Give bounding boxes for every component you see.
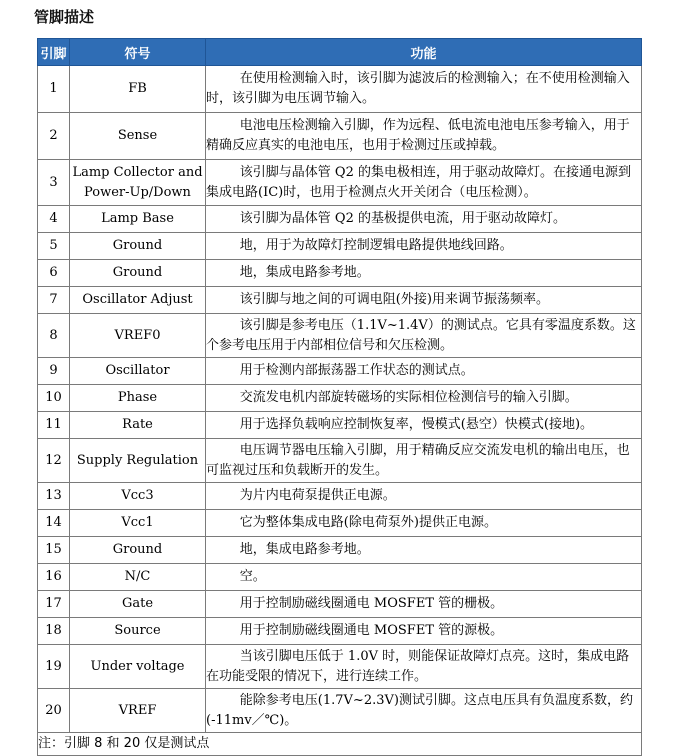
pin-symbol: Sense (70, 113, 206, 160)
table-row (38, 645, 642, 689)
pin-number: 3 (38, 160, 70, 206)
pin-number: 14 (38, 510, 70, 537)
pin-function: 地，用于为故障灯控制逻辑电路提供地线回路。 (206, 233, 642, 260)
pin-symbol: FB (70, 66, 206, 113)
table-row (38, 160, 642, 206)
pin-function: 用于控制励磁线圈通电 MOSFET 管的源极。 (206, 618, 642, 645)
pin-function: 该引脚与地之间的可调电阻(外接)用来调节振荡频率。 (206, 287, 642, 314)
table-row (38, 439, 642, 483)
pin-number: 13 (38, 483, 70, 510)
pin-function: 电压调节器电压输入引脚，用于精确反应交流发电机的输出电压，也可监视过压和负载断开的发生。 (206, 439, 642, 483)
pin-function: 地，集成电路参考地。 (206, 260, 642, 287)
pin-number: 18 (38, 618, 70, 645)
pin-number: 10 (38, 385, 70, 412)
pin-function: 空。 (206, 564, 642, 591)
pin-function: 当该引脚电压低于 1.0V 时，则能保证故障灯点亮。这时，集成电路在功能受限的情况下，进行连续工作。 (206, 645, 642, 689)
page-title: 管脚描述 (34, 8, 95, 26)
pin-symbol: Ground (70, 537, 206, 564)
pin-function: 该引脚为晶体管 Q2 的基极提供电流，用于驱动故障灯。 (206, 206, 642, 233)
table-row (38, 358, 642, 385)
table-row (38, 314, 642, 358)
pin-symbol: Oscillator (70, 358, 206, 385)
pin-function: 它为整体集成电路(除电荷泵外)提供正电源。 (206, 510, 642, 537)
pin-symbol: Vcc3 (70, 483, 206, 510)
table-row (38, 412, 642, 439)
pin-number: 6 (38, 260, 70, 287)
pin-symbol: Under voltage (70, 645, 206, 689)
table-row (38, 510, 642, 537)
pin-symbol: Vcc1 (70, 510, 206, 537)
pin-number: 8 (38, 314, 70, 358)
pin-number: 4 (38, 206, 70, 233)
pin-symbol: Lamp Collector and Power-Up/Down (70, 160, 206, 206)
table-row (38, 66, 642, 113)
pin-symbol: Source (70, 618, 206, 645)
pin-number: 2 (38, 113, 70, 160)
pin-number: 9 (38, 358, 70, 385)
pin-function: 该引脚与晶体管 Q2 的集电极相连，用于驱动故障灯。在接通电源到集成电路(IC)时，也用于检测点火开关闭合（电压检测）。 (206, 160, 642, 206)
pin-number: 17 (38, 591, 70, 618)
pin-function: 用于控制励磁线圈通电 MOSFET 管的栅极。 (206, 591, 642, 618)
pin-number: 20 (38, 689, 70, 733)
pin-number: 16 (38, 564, 70, 591)
table-row (38, 206, 642, 233)
pin-symbol: Lamp Base (70, 206, 206, 233)
table-row (38, 287, 642, 314)
table-header-row (38, 39, 642, 66)
table-row (38, 618, 642, 645)
header-function: 功能 (206, 39, 642, 66)
pin-symbol: VREF (70, 689, 206, 733)
table-row (38, 385, 642, 412)
table-row (38, 483, 642, 510)
pin-symbol: Ground (70, 233, 206, 260)
pin-function: 电池电压检测输入引脚，作为远程、低电流电池电压参考输入，用于精确反应真实的电池电压，也用于检测过压或掉载。 (206, 113, 642, 160)
pin-function: 该引脚是参考电压（1.1V~1.4V）的测试点。它具有零温度系数。这个参考电压用于内部相位信号和欠压检测。 (206, 314, 642, 358)
table-row (38, 113, 642, 160)
table-row (38, 537, 642, 564)
table-row (38, 689, 642, 733)
pin-number: 12 (38, 439, 70, 483)
table-note-row (38, 733, 642, 756)
pin-number: 7 (38, 287, 70, 314)
pin-number: 1 (38, 66, 70, 113)
table-note: 注：引脚 8 和 20 仅是测试点 (38, 733, 642, 756)
pin-function: 能除参考电压(1.7V~2.3V)测试引脚。这点电压具有负温度系数，约(-11mv／℃)。 (206, 689, 642, 733)
pin-symbol: Rate (70, 412, 206, 439)
header-symbol: 符号 (70, 39, 206, 66)
table-row (38, 564, 642, 591)
table-row (38, 233, 642, 260)
pin-number: 5 (38, 233, 70, 260)
pin-symbol: Supply Regulation (70, 439, 206, 483)
pin-symbol: VREF0 (70, 314, 206, 358)
table-row (38, 260, 642, 287)
pin-function: 用于选择负载响应控制恢复率，慢模式(悬空）快模式(接地)。 (206, 412, 642, 439)
pin-number: 11 (38, 412, 70, 439)
pin-symbol: Phase (70, 385, 206, 412)
pin-function: 地，集成电路参考地。 (206, 537, 642, 564)
pin-number: 15 (38, 537, 70, 564)
pin-number: 19 (38, 645, 70, 689)
table-row (38, 591, 642, 618)
pin-symbol: Gate (70, 591, 206, 618)
pin-function: 用于检测内部振荡器工作状态的测试点。 (206, 358, 642, 385)
pin-symbol: Ground (70, 260, 206, 287)
pin-description-table (37, 38, 642, 756)
pin-function: 交流发电机内部旋转磁场的实际相位检测信号的输入引脚。 (206, 385, 642, 412)
pin-symbol: Oscillator Adjust (70, 287, 206, 314)
pin-function: 为片内电荷泵提供正电源。 (206, 483, 642, 510)
pin-function: 在使用检测输入时，该引脚为滤波后的检测输入；在不使用检测输入时，该引脚为电压调节输入。 (206, 66, 642, 113)
pin-symbol: N/C (70, 564, 206, 591)
header-pin: 引脚 (38, 39, 70, 66)
